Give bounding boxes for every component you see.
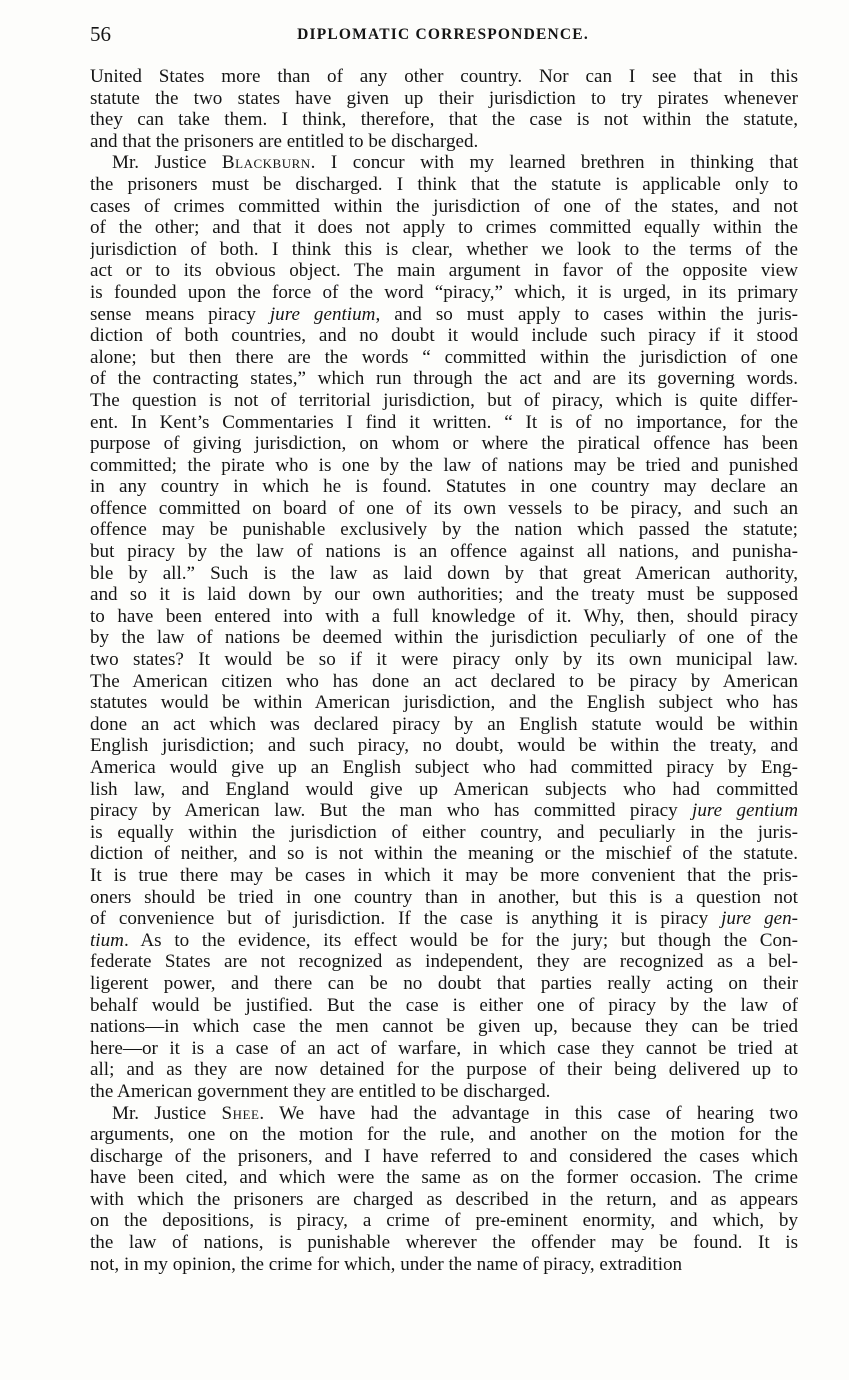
text-line: piracy by American law. But the man who has committed piracy jure gentium — [90, 800, 798, 822]
text-line: diction of neither, and so is not within the meaning or the mischief of the statute. — [90, 843, 798, 865]
text-line: statutes would be within American jurisdiction, and the English subject who has — [90, 692, 798, 714]
text-line: federate States are not recognized as independent, they are recognized as a bel- — [90, 951, 798, 973]
text-line: in any country in which he is found. Statutes in one country may declare an — [90, 476, 798, 498]
text-line: Mr. Justice Shee. We have had the advantage in this case of hearing two — [112, 1102, 798, 1124]
text-line: they can take them. I think, therefore, that the case is not within the statute, — [90, 109, 798, 131]
text-line: jurisdiction of both. I think this is clear, whether we look to the terms of the — [90, 238, 798, 260]
text-line: cases of crimes committed within the jurisdiction of one of the states, and not — [90, 195, 798, 217]
text-line: America would give up an English subject who had committed piracy by Eng- — [90, 757, 798, 778]
text-line: behalf would be justified. But the case is either one of piracy by the law of — [90, 994, 798, 1016]
page-number: 56 — [90, 22, 111, 46]
text-line: act or to its obvious object. The main argument in favor of the opposite view — [90, 260, 798, 282]
text-line: and that the prisoners are entitled to be discharged. — [90, 130, 479, 152]
text-line: It is true there may be cases in which it may be more convenient that the pris- — [90, 864, 798, 886]
text-line: of the contracting states,” which run through the act and are its governing words. — [90, 368, 798, 390]
body-text — [90, 66, 798, 1275]
text-line: the American government they are entitled to be discharged. — [90, 1080, 551, 1102]
text-line: the law of nations, is punishable wherever the offender may be found. It is — [90, 1232, 798, 1254]
text-line: purpose of giving jurisdiction, on whom or where the piratical offence has been — [90, 433, 798, 455]
text-line: have been cited, and which were the same as on the former occasion. The crime — [90, 1167, 798, 1189]
text-line: all; and as they are now detained for the purpose of their being delivered up to — [90, 1059, 798, 1081]
text-line: two states? It would be so if it were piracy only by its own municipal law. — [90, 649, 798, 671]
text-line: English jurisdiction; and such piracy, no doubt, would be within the treaty, and — [90, 735, 798, 757]
text-line: is founded upon the force of the word “piracy,” which, it is urged, in its primary — [90, 281, 798, 303]
text-line: here—or it is a case of an act of warfare, in which case they cannot be tried at — [90, 1037, 798, 1059]
text-line: on the depositions, is piracy, a crime of pre-eminent enormity, and which, by — [90, 1210, 798, 1232]
text-line: alone; but then there are the words “ committed within the jurisdiction of one — [90, 346, 798, 368]
running-head: DIPLOMATIC CORRESPONDENCE. — [297, 26, 589, 43]
text-line: and so it is laid down by our own authorities; and the treaty must be supposed — [90, 584, 798, 606]
text-line: is equally within the jurisdiction of either country, and peculiarly in the juris- — [90, 821, 798, 843]
text-line: but piracy by the law of nations is an offence against all nations, and punisha- — [90, 541, 798, 563]
text-line: offence committed on board of one of its own vessels to be piracy, and such an — [90, 497, 798, 519]
text-line: by the law of nations be deemed within the jurisdiction peculiarly of one of the — [90, 627, 798, 649]
text-line: lish law, and England would give up American subjects who had committed — [90, 778, 798, 800]
text-line: The question is not of territorial jurisdiction, but of piracy, which is quite differ- — [90, 389, 798, 411]
text-line: done an act which was declared piracy by an English statute would be within — [90, 713, 798, 735]
text-line: discharge of the prisoners, and I have referred to and considered the cases which — [90, 1145, 798, 1167]
text-line: diction of both countries, and no doubt it would include such piracy if it stood — [90, 325, 798, 347]
text-line: ligerent power, and there can be no doubt that parties really acting on their — [90, 972, 798, 994]
text-line: tium. As to the evidence, its effect would be for the jury; but though the Con- — [90, 929, 798, 951]
text-line: Mr. Justice Blackburn. I concur with my learned brethren in thinking that — [112, 152, 798, 174]
text-line: offence may be punishable exclusively by the nation which passed the statute; — [90, 519, 798, 541]
text-line: committed; the pirate who is one by the law of nations may be tried and punished — [90, 454, 798, 476]
text-line: to have been entered into with a full knowledge of it. Why, then, should piracy — [90, 605, 798, 627]
text-line: arguments, one on the motion for the rule, and another on the motion for the — [90, 1124, 798, 1146]
text-line: ent. In Kent’s Commentaries I find it written. “ It is of no importance, for the — [90, 411, 798, 433]
text-line: United States more than of any other country. Nor can I see that in this — [90, 66, 798, 87]
text-line: sense means piracy jure gentium, and so must apply to cases within the juris- — [90, 303, 798, 325]
text-line: nations—in which case the men cannot be given up, because they can be tried — [90, 1016, 798, 1038]
text-line: the prisoners must be discharged. I think that the statute is applicable only to — [90, 173, 798, 195]
text-line: ble by all.” Such is the law as laid down by that great American authority, — [90, 562, 798, 584]
page-header — [86, 22, 800, 48]
text-line: The American citizen who has done an act declared to be piracy by American — [90, 670, 798, 692]
text-line: not, in my opinion, the crime for which, under the name of piracy, extradition — [90, 1253, 683, 1275]
text-line: of convenience but of jurisdiction. If the case is anything it is piracy jure gen- — [90, 908, 798, 930]
text-line: statute the two states have given up their jurisdiction to try pirates whenever — [90, 87, 798, 109]
text-line: with which the prisoners are charged as described in the return, and as appears — [90, 1188, 798, 1210]
text-line: oners should be tried in one country than in another, but this is a question not — [90, 886, 798, 908]
text-line: of the other; and that it does not apply to crimes committed equally within the — [90, 217, 798, 239]
